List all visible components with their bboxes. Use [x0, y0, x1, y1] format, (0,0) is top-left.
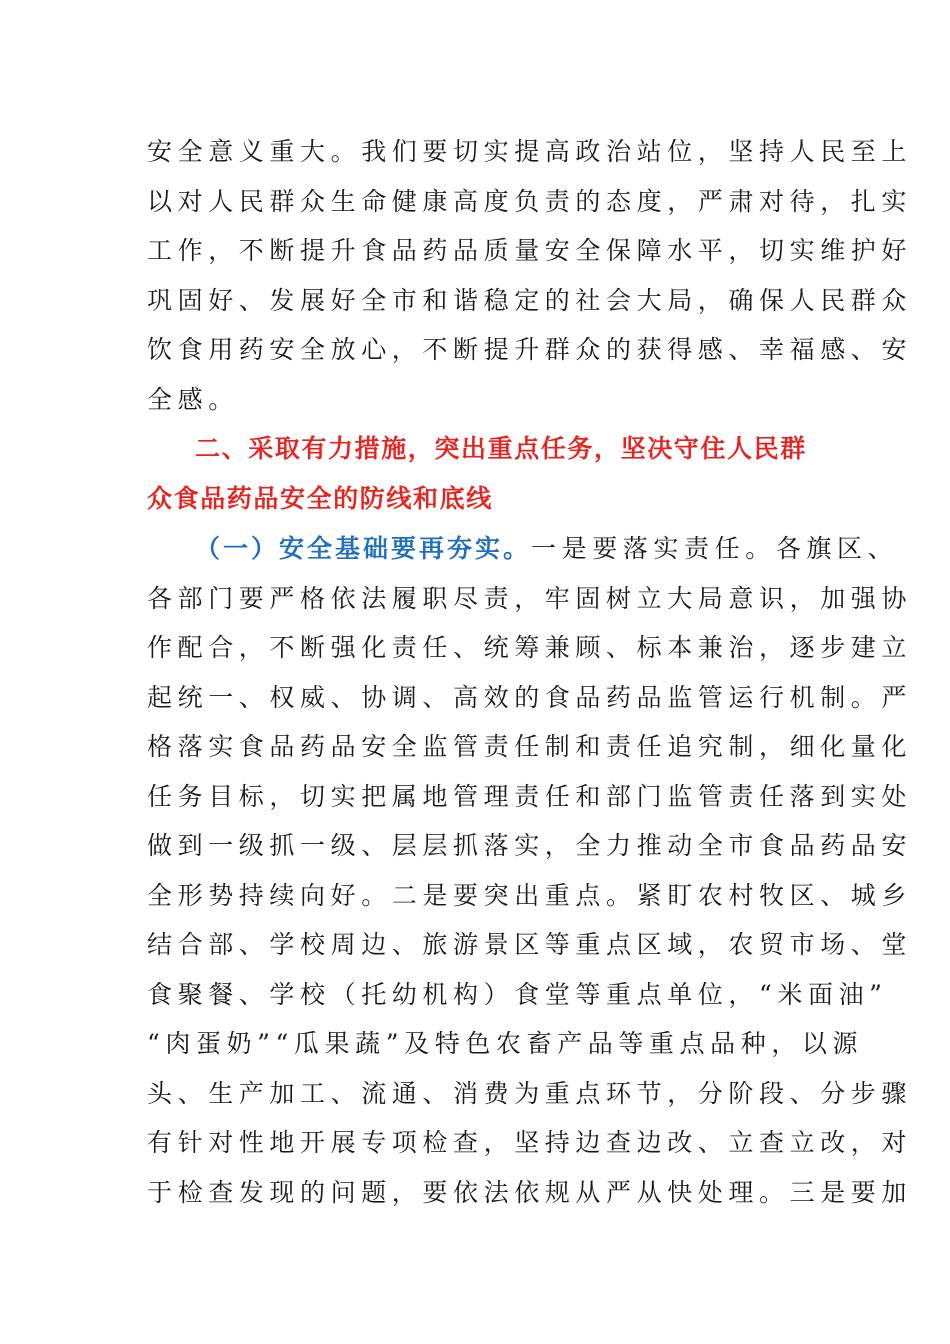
paragraph-line: 各部门要严格依法履职尽责，牢固树立大局意识，加强协	[147, 583, 913, 613]
section-heading-line: 众食品药品安全的防线和底线	[147, 483, 493, 513]
paragraph-line: 结合部、学校周边、旅游景区等重点区域，农贸市场、堂	[147, 930, 913, 959]
paragraph-line: 饮食用药安全放心，不断提升群众的获得感、幸福感、安	[147, 335, 913, 364]
paragraph-line: 起统一、权威、协调、高效的食品药品监管运行机制。严	[147, 682, 913, 712]
paragraph-line: 食聚餐、学校（托幼机构）食堂等重点单位，“米面油”	[147, 979, 888, 1009]
paragraph-1	[147, 127, 913, 424]
paragraph-line: 全形势持续向好。二是要突出重点。紧盯农村牧区、城乡	[147, 880, 913, 910]
paragraph-line: 任务目标，切实把属地管理责任和部门监管责任落到实处	[147, 781, 913, 811]
paragraph-line: 工作，不断提升食品药品质量安全保障水平，切实维护好	[147, 236, 913, 265]
paragraph-2	[147, 524, 913, 1217]
paragraph-line: 做到一级抓一级、层层抓落实，全力推动全市食品药品安	[147, 831, 913, 860]
first-line-text: 一是要落实责任。各旗区、	[531, 534, 899, 563]
paragraph-line: 有针对性地开展专项检查，坚持边查边改、立查立改，对	[147, 1128, 913, 1157]
paragraph-first-line	[147, 524, 899, 574]
paragraph-line: 头、生产加工、流通、消费为重点环节，分阶段、分步骤	[147, 1078, 913, 1108]
paragraph-line: 巩固好、发展好全市和谐稳定的社会大局，确保人民群众	[147, 285, 913, 315]
paragraph-line: 安全意义重大。我们要切实提高政治站位，坚持人民至上	[147, 137, 913, 166]
paragraph-line: “肉蛋奶”“瓜果蔬”及特色农畜产品等重点品种，以源	[147, 1029, 864, 1058]
section-heading-line: 二、采取有力措施，突出重点任务，坚决守住人民群	[195, 434, 807, 463]
subheading: （一）安全基础要再夯实。	[195, 534, 532, 563]
section-heading	[147, 424, 807, 523]
paragraph-line: 于检查发现的问题，要依法依规从严从快处理。三是要加	[147, 1177, 913, 1207]
paragraph-line: 全感。	[147, 384, 239, 414]
paragraph-line: 以对人民群众生命健康高度负责的态度，严肃对待，扎实	[147, 186, 913, 216]
paragraph-line: 格落实食品药品安全监管责任制和责任追究制，细化量化	[147, 732, 913, 761]
paragraph-line: 作配合，不断强化责任、统筹兼顾、标本兼治，逐步建立	[147, 633, 913, 662]
